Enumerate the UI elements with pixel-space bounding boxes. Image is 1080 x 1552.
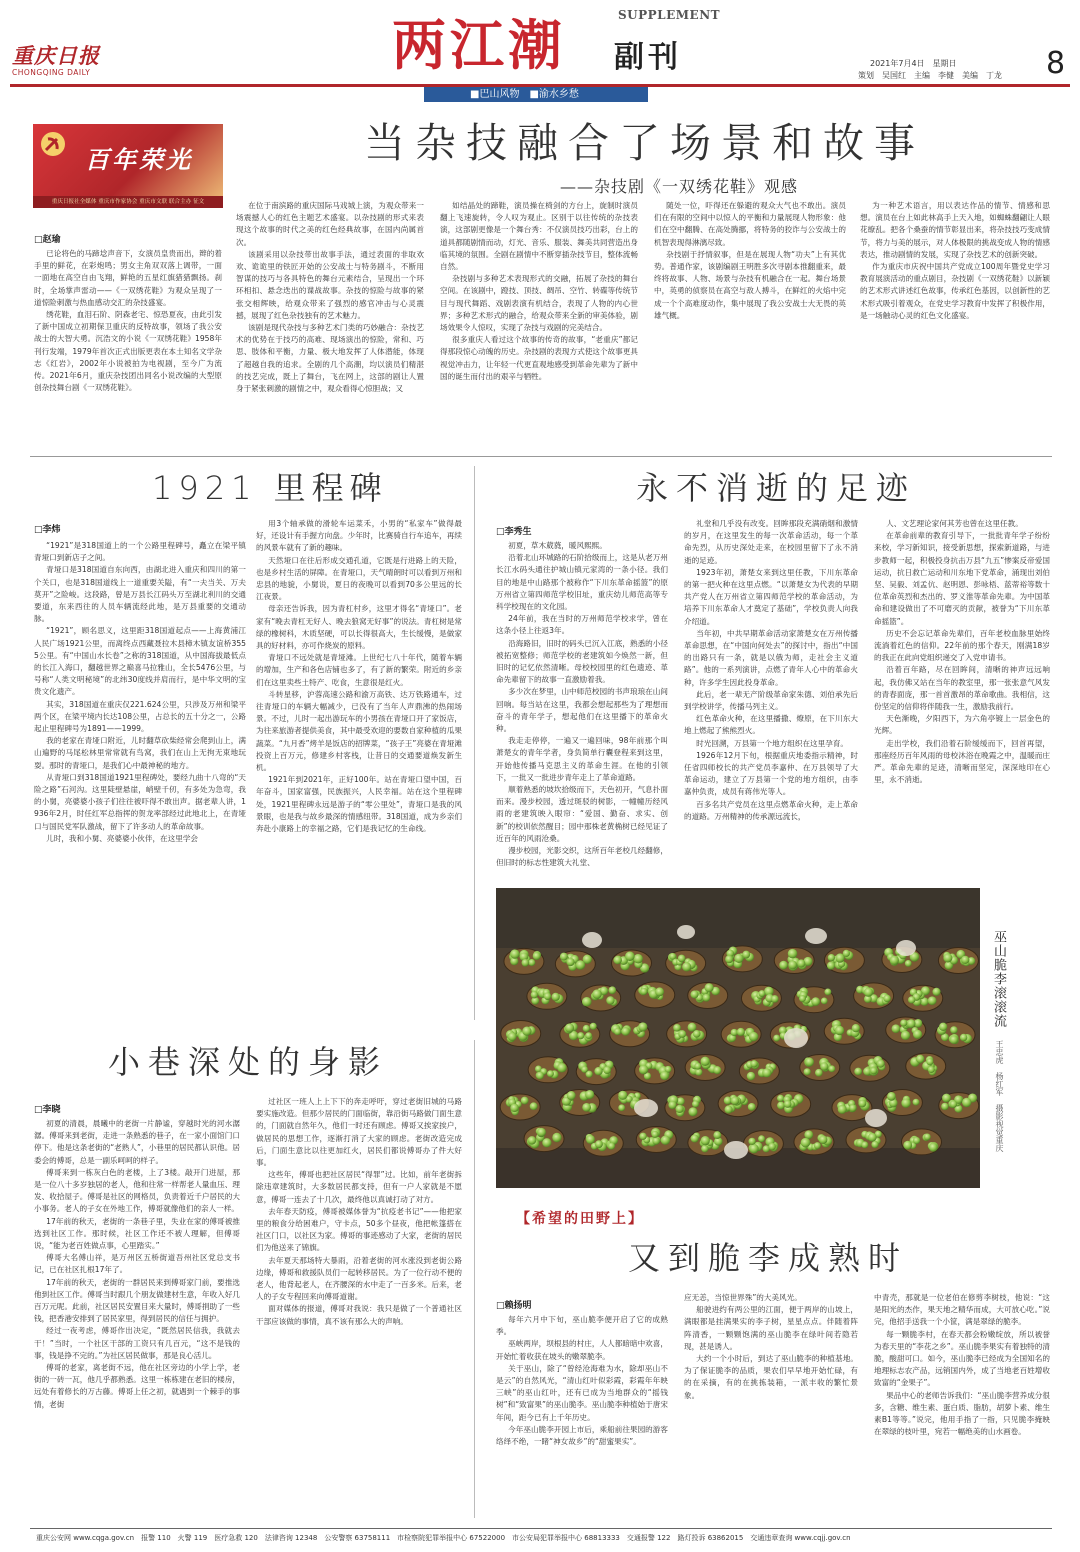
article4-paragraph: 初夏的清晨，晨曦中的老街一片静谧，穿越时光的河水潺潺。傅哥来到老街，走进一条熟悉的巷子，在一家小面馆门口停下。他是这条老街的“老熟人”，小巷里的居民都认识他。居委会的傅哥，总是一副乐呵呵的样子。: [34, 1119, 240, 1165]
article3-paragraph: 礼堂和几乎没有改变。回眸那段充满硝烟和激情的岁月，在这里发生的每一次革命活动，每一个革命先烈，从历史深处走来，在校园里留下了永不消逝的足迹。: [684, 519, 858, 565]
article5-paragraph: 每年六月中下旬，巫山脆李便开启了它的成熟季。: [496, 1315, 668, 1337]
article3-paragraph: 沿着北山环城路的石阶拾级而上，这是从老万州长江水码头通往护城山镇元家湾的一条小径。我们目的地是中山路那个被称作“下川东革命摇篮”的原万州省立第四师范学校旧址，重庆幼儿师范高等专科学校现在的文化园。: [496, 553, 668, 612]
article2-paragraph: 从青垭口到318国道1921里程碑处，要经九曲十八弯的“天险之路”石河沟。这里陡壁悬崖，峭壁千仞，有多处为急弯，我的小舅，亮婆婆小孩子们往往被吓得不敢出声。据老辈人讲，1936年2月，时任红军总指挥的贺龙率部经过此地北上，在青垭口与国民党军队激战，留下了许多动人的革命故事。: [34, 772, 246, 831]
article5-col1: [496, 1314, 668, 1518]
article5-paragraph: 大约一个小时后，到达了巫山脆李的种植基地。为了保证脆李的品质，果农们早早地开始忙碌，有的在采摘，有的在挑拣装箱，一派丰收的繁忙景象。: [684, 1354, 858, 1400]
article4-paragraph: 过社区一班人上上下下的奔走呼吁，穿过老街旧城的马路要实施改造。但那少居民的门面临街，靠沿街马路做门面生意的，门面就自然年久，他们一时还有顾虑。傅哥又挨家挨户，做居民的思想工作，逐渐打消了大家的顾虑。老街改造完成后，门面生意比以往更加红火，居民们都说傅哥办了件大好事。: [256, 1097, 462, 1168]
article2-paragraph: 1921年到2021年，正好100年。站在青垭口望中国，百年奋斗，国家富强，民族振兴，人民幸福。站在这个里程碑处，1921里程碑永远是游子的“零公里处”，青垭口是我的风景眼，也是我与故乡最深的情感纽带。318国道，成为乡亲们奔赴小康路上的幸福之路，它们是我记忆的生命线。: [256, 775, 462, 834]
article4-paragraph: 傅哥大名傅山祥，是万州区五桥街道吾州社区党总支书记，已在社区扎根17年了。: [34, 1253, 240, 1275]
badge-caption: 重庆日报社全媒体 重庆市作家协会 重庆市文联 联合主办 征文: [33, 196, 223, 208]
paper-name-en: CHONGQING DAILY: [12, 68, 91, 77]
article1-byline: □赵瑜: [34, 235, 61, 245]
supplement-en: SUPPLEMENT: [618, 8, 721, 22]
article3-paragraph: 此后，老一辈无产阶级革命家朱德、刘伯承先后到学校讲学，传播马列主义。: [684, 689, 858, 712]
article4-byline: □李晓: [34, 1105, 61, 1115]
article2-paragraph: 斗转星移，沪蓉高速公路和渝万高铁、达万铁路通车，过往青垭口的车辆大幅减少，已没有了当年人声鼎沸的热闹场景。不过，儿时一起出游玩车的小男孩在青垭口开了家饭店，为往来旅游者提供美食，其中最受欢迎的要数自家种植的瓜果蔬菜。“九月香”烤羊是饭店的招牌菜，“孩子王”亮婆在青垭滩投资上百万元，修建乡村客栈，让昔日的交通要道焕发新生机。: [256, 689, 462, 773]
page-number: 8: [1046, 46, 1066, 81]
plum-market-image: [496, 888, 980, 1188]
article2-paragraph: 其实，318国道在重庆仅221.624公里，只涉及万州和梁平两个区，在梁平境内长达108公里，占总长的五十分之一，公路起止里程碑号为1891——1999。: [34, 699, 246, 734]
article3-paragraph: 红色革命火种，在这里播撒、燎原，在下川东大地上燃起了熊熊烈火。: [684, 714, 858, 736]
article5-col2: [684, 1292, 858, 1518]
article4-paragraph: 去年春天防疫，傅哥被媒体誉为“抗疫老书记”——他把家里的粮食分给困难户，守卡点，50多个昼夜，他把帐篷搭在社区门口，以社区为家。傅哥的事迹感动了大家，老街的居民们为他送来了锦旗。: [256, 1206, 462, 1253]
photo-caption-title: [986, 930, 1006, 1028]
divider-rule: [30, 456, 1052, 457]
article2-paragraph: 儿时，我和小舅、亮婆婆小伙伴，在这里学会: [46, 833, 199, 843]
article1-paragraph: 在位于南滨路的重庆国际马戏城上演，为观众带来一场震撼人心的红色主题艺术盛宴。以杂技剧的形式来表现这个故事的时代之美的红色经典故事，在国内尚属首次。: [236, 201, 424, 247]
article5-title: 又到脆李成熟时: [628, 1239, 909, 1277]
article3-paragraph: 百多名共产党员在这里点燃革命火种，走上革命的道路。万州精神的传承源远流长，: [684, 799, 858, 821]
article2-paragraph: “1921”是318国道上的一个公路里程碑号，矗立在梁平镇青垭口到新店子之间。: [34, 541, 246, 563]
article3-paragraph: 漫步校园，光影交织，这所百年老校几经翻修，但旧时的标志性建筑大礼堂、: [496, 846, 668, 868]
article2-byline: □李炜: [34, 525, 61, 535]
article2-col2: [256, 518, 462, 1018]
article3-paragraph: 历史不会忘记革命先辈们，百年老校血脉里始终流淌着红色的信仰。22年前的那个春天，刚满18岁的我正在此向党组织递交了入党申请书。: [874, 628, 1050, 663]
article5-paragraph: 船驶进约有两公里的江面，便于两岸的山坡上，满眼都是挂满果实的李子树，星星点点。伴随着阵阵清香，一颗颗饱满的巫山脆李在绿叶间若隐若现，甚是诱人。: [684, 1305, 858, 1351]
photo-caption-credit: [988, 1040, 1004, 1180]
newspaper-logo: [12, 40, 100, 77]
article4-col2: [256, 1096, 462, 1518]
article4-paragraph: 傅哥的老家，离老街不远，他在社区旁边的小学上学，老街的一砖一瓦，他几乎都熟悉。这里一栋栋建在老旧的楼房，远处有着修长的万古藤。傅哥上任之初，就遇到一个棘手的事情，老街: [34, 1363, 240, 1409]
article3-paragraph: 多少次在梦里，山中师范校园的书声琅琅在山间回响。每当站在这里，我都会想起那些为了理想而奋斗的青年学子，想起他们在这里播下的革命火种。: [496, 687, 668, 734]
article1-paragraph: 该剧是现代杂技与多种艺术门类的巧妙融合：杂技艺术的优势在于技巧的高难、现场演出的惊险，常和、巧思、肢体和平衡，力量、极大地发挥了人体潜能，体现了超越自我的追求。全剧的几个高潮，均以演员们精湛的技艺完成，既上了舞台，飞在网上，这部的剧让人置身于紧张刺激的剧情之中，观众看得心惊胆战；又: [236, 323, 424, 394]
badge-title: 百年荣光: [85, 145, 193, 174]
article3-paragraph: 我走走停停，一遍又一遍回味，98年前那个叫萧楚女的青年学者，身负简单行囊登程来到这里，开始他传播马克思主义的革命生涯。在他的引领下，一批又一批进步青年走上了革命道路。: [496, 736, 668, 782]
article1-col1: [34, 248, 222, 448]
vertical-divider: [474, 1040, 475, 1518]
article1-paragraph: 杂技剧于抒情叙事，但是在展现人物“功夫”上有其优势。普通作家，该剧编剧王明胜多次寻剧本推翻重来，最终将故事、人物、场景与杂技有机融合在一起。舞台场景中，英勇的侦察员在高空与敌人搏斗，在鲜红的火焰中完成一个个高难度动作，集中展现了我公安战士大无畏的英雄气概。: [654, 249, 846, 320]
article3-paragraph: 1923年初，萧楚女来到这里任教，下川东革命的第一把火种在这里点燃。“以萧楚女为代表的早期共产党人在万州省立第四师范学校的革命活动，为培养下川东革命人才奠定了基础”，学校负责人向我介绍道。: [684, 567, 858, 626]
article1-title: 当杂技融合了场景和故事: [364, 119, 925, 167]
footer-rule: [30, 1528, 1052, 1529]
column-tag-bashan[interactable]: ■巴山风物: [470, 89, 520, 100]
article3-paragraph: 当年初，中共早期革命活动家萧楚女在万州传播革命思想，在“中国向何处去”的探讨中，指出“中国的出路只有一条，就是以俄为师，走社会主义道路”。他的一系列演讲，点燃了青年人心中的革命火种，许多学生因此投身革命。: [684, 628, 858, 687]
article3-paragraph: 1926年12月下旬，根据重庆地委指示精神，时任省四师校长的共产党员李嘉仲、在万县领导了大革命运动，建立了万县第一个党的地方组织，由李嘉仲负责，成员有蒋伟光等人。: [684, 750, 858, 797]
centennial-badge: [33, 124, 223, 208]
article1-paragraph: 已论将色的马蹄埝声音下，女演员皇贵而出，辫的着手里的鲜花，在彩炮鸣；男女主角双双落上调带，一面一面地在高空自由飞翔，鲜艳的五星红旗猎猎飘扬。刹时，全场掌声雷动——《一双绣花鞋》为观众呈现了一道惊险刺激与热血感动交汇的杂技盛宴。: [34, 249, 222, 307]
photo-caption-text: 巫山脆李滚滚流: [991, 930, 1006, 1028]
article1-paragraph: 作为重庆市庆祝中国共产党成立100周年暨党史学习教育展演活动的重点剧目，杂技剧《一双绣花鞋》以新颖的艺术形式讲述红色故事，传承红色基因，以创新性的艺术形式吸引着观众，在党史学习教育中发挥了积极作用，是一场触动心灵的红色文化盛宴。: [860, 262, 1050, 320]
article3-title: 永不消逝的足迹: [636, 469, 917, 507]
article4-paragraph: 经过一夜考虑，傅哥作出决定，“既然居民信我，我就去干！”当时，一个社区干部的工资只有几百元，“这不是钱的事，钱是挣不完的。”为社区居民做事，那是良心活儿。: [34, 1326, 240, 1360]
article2-paragraph: 天然垭口在往后形成交通孔道，它既是行进路上的天险，也是乡村生活的屏障。在青垭口，天气晴朗时可以看到万州和忠县的地貌，小舅说，夏日的夜晚可以看到70多公里远的长江夜景。: [256, 555, 462, 602]
article2-paragraph: 用3个轴承做的滑轮车运菜禾，小男的“私家车”做得最好，还设计有手握方向盘。少年时，比赛骑自行车追车，再续的风景车就有了新的趣味。: [256, 519, 462, 553]
article3-byline: □李秀生: [496, 527, 532, 537]
column-tags: [424, 87, 648, 102]
vertical-divider: [474, 466, 475, 1020]
article4-col1: [34, 1118, 240, 1518]
footer-hotlines: 重庆公安网 www.cqga.gov.cn 报警 110 火警 119 医疗急救 120 法律咨询 12348 公安警察 63758111 市检察院犯罪举报中心 67522000 市公安局犯罪举报中心 68813333 交通报警 122 路灯投诉 63862015 交通违章查询 www.cqjj.gov.cn: [36, 1534, 851, 1542]
article5-paragraph: 果品中心的老师告诉我们：“巫山脆李营养成分很多，含糖、维生素、蛋白质、脂肪，胡萝卜素、维生素B1等等。”说完，他用手指了一指，只见脆李掩映在翠绿的枝叶里，宛若一幅绝美的山水画卷。: [874, 1390, 1050, 1437]
article3-paragraph: 24年前，我在当时的万州师范学校求学，曾在这条小径上往返3年。: [496, 614, 668, 636]
market-photo: [496, 888, 980, 1188]
column-tag-yushui[interactable]: ■渝水乡愁: [529, 89, 579, 100]
article2-col1: [34, 540, 246, 1018]
article1-col5: [860, 200, 1050, 448]
article2-title: 1921 里程碑: [152, 469, 388, 507]
article4-paragraph: 17年前的秋天，老街的一群居民来到傅哥家门前，要推选他到社区工作。傅哥当时跟几个朋友做建材生意，年收入好几百万元呢。此前，社区居民安置目来大量时，傅哥捐助了一些钱，把香港安排到了居民家里，得到居民的信任与拥护。: [34, 1277, 240, 1324]
article2-paragraph: “1921”，顾名思义，这里距318国道起点——上海黄浦江人民广场1921公里，而离终点西藏聂拉木县樟木镇友谊桥3555公里。有“中国山水长卷”之称的318国道，从中国海拔最低点的长江入海口，翻越世界之巅喜马拉雅山，全长5476公里，与号称“人类文明秘境”的北纬30度线并肩而行，是中华文明的宝贵文化遗产。: [34, 626, 246, 697]
article3-col3: [874, 518, 1050, 880]
article1-paragraph: 为一种艺术语言，用以表达作品的情节、情感和思想。演员在台上如此林高手上天入地，如蜘蛛翻翩让人眼花缭乱。把各个桑蚕的情节彰显出来，将杂技技巧变成情节，将力与美的展示，对人体极限的挑战变成人物的情感表达，推动剧情的发展，实现了杂技艺术的创新突破。: [860, 201, 1050, 259]
article5-paragraph: 今年巫山脆李开园上市后，乘船前往果园的游客络绎不绝，一睹“神女故乡”的“甜蜜果实”。: [496, 1424, 668, 1447]
article1-paragraph: 杂技剧与多种艺术表现形式的交融，拓展了杂技的舞台空间。在该剧中，蹬技、顶技、绸吊、空竹、转碟等传统节目与现代舞蹈、戏剧表演有机结合，表现了人物的内心世界；多种艺术形式的融合，给观众带来全新的审美体验，剧场效果令人惊叹，实现了杂技与戏剧的完美结合。: [440, 274, 638, 333]
article2-paragraph: 母亲还告诉我，因为青杠村乡，这里才得名“青垭口”。老家有“晚去青杠无好人、晚去狼窝无好事”的说法。青杠树是常绿的橡树科，木质坚硬，可以长得很高大，生长缓慢，是做家具的好材料，亦可作烧炭的原料。: [256, 604, 462, 651]
article2-paragraph: 青垭口是318国道自东向西，由湖北进入重庆和四川的第一个关口，也是318国道线上一道重要关隘，有“一夫当关、万夫莫开”之险峻。这段路，曾是万县长江码头万至湖北利川的交通要道，东来西往的人员车辆流经此地，是万县重要的交通动脉。: [34, 565, 246, 624]
section-tag: 【希望的田野上】: [516, 1211, 644, 1227]
section-subtitle: 副刊: [614, 40, 682, 75]
article3-col2: [684, 518, 858, 880]
article5-byline: □赖扬明: [496, 1301, 532, 1311]
article4-paragraph: 面对媒体的报道，傅哥对我说：我只是做了一个普通社区干部应该做的事情，真不该有那么大的声响。: [256, 1304, 462, 1326]
article5-paragraph: 中青壳，那就是一位老伯在修剪李树枝，他说：“这是阳光的杰作，果天地之精华而成，大可放心吃。”说完，他招手送我一个小筐，满是翠绿的脆李。: [874, 1293, 1050, 1327]
article3-paragraph: 在革命前辈的教育引导下，一批批青年学子纷纷来校，学习新知识，接受新思想，探索新道路，与进步教师一起，积极投身抗击万县“九五”惨案反帝爱国运动，抗日救亡运动和川东地下党革命，涌现出刘伯坚、吴毅、刘孟伉、赵明恩、彭咏梧、蓝蒂裕等数十位革命英烈和杰出的、罗义淮等革命先辈。为中国革命和建设做出了不可磨灭的贡献，被誉为“下川东革命摇篮”。: [874, 531, 1050, 626]
paper-name: 重庆日报: [12, 43, 100, 68]
article3-col1: [496, 540, 668, 880]
article4-paragraph: 傅哥来到一栋灰白色的老楼，上了3楼。敲开门进屋，那是一位八十多岁独居的老人，他和往常一样帮老人量血压、理发、收拾屋子。傅哥是社区的网格员，负责着近千户居民的大小事务。老人的子女在外地工作，傅哥就像他们的亲人一样。: [34, 1167, 240, 1214]
article1-paragraph: 绣花鞋，血泪石阶、阴森老宅、惊恐夏夜，由此引发了新中国成立初期保卫重庆的反特故事，领场了我公安战士的大智大勇。沉浩文的小说《一双绣花鞋》1958年刊行发端，1979年首次正式出版更表在本土知名文学杂志《红岩》，2002年小说被拍为电视剧，至今广为流传。2021年6月，重庆杂技团出同名小说改编的大型原创杂技舞台剧《一双绣花鞋》。: [34, 310, 222, 393]
article5-paragraph: 应无恙，当惊世界殊”的大美风光。: [684, 1293, 802, 1302]
article1-paragraph: 该剧采用以杂技带出故事手法，通过表面的非取欢欢、诡诡里的铁匠开始的公安战士与特务剧斗，不断用智谋的技巧与各具特色的舞台元素结合，呈现出一个环环相扣、悬念迭出的谍战故事。杂技的惊险与故事的紧张交相辉映，给观众带来了强烈的感官冲击与心灵震撼，展现了红色杂技独有的艺术魅力。: [236, 249, 424, 320]
issue-date: 2021年7月4日 星期日: [870, 59, 957, 68]
article3-paragraph: 时光回溯，万县第一个地方组织在这里孕育。: [696, 738, 849, 748]
article3-paragraph: 顺着熟悉的坡坎拾级而下，天色初开，气息扑面而来。漫步校园，透过斑驳的树影，一幢幢历经风雨的老建筑映入眼帘：“爱国、勤奋、求实、创新”的校训依然醒目；园中那株老黄桷树已经见证了近百年的风雨沧桑。: [496, 785, 668, 843]
article4-paragraph: 去年夏天那场特大暴雨，沿着老街的河水涨没到老街公路边缘，傅哥和救援队员们一起转移居民。为了一位行动不便的老人，他背起老人，在齐腰深的水中走了一百多米。后来，老人的子女专程回来向傅哥道谢。: [256, 1255, 462, 1302]
article1-col4: [654, 200, 846, 448]
masthead: [0, 0, 1080, 100]
article4-title: 小巷深处的身影: [108, 1043, 389, 1081]
article5-paragraph: 巫峡两岸，坝根县的村庄，人人都暗暗中欢喜，开始忙着收获在坡头的嫩翠脆李。: [496, 1339, 668, 1361]
section-title: 两江潮: [392, 13, 566, 77]
article4-paragraph: 这些年，傅哥也把社区居民“得罪”过。比如，前年老街拆除违章建筑时，大多数居民都支持，但有一户人家就是不愿意，傅哥一连去了十几次，最终他以真诚打动了对方。: [256, 1170, 462, 1204]
editorial-staff: 策划 吴国红 主编 李健 美编 丁龙: [858, 71, 1002, 80]
article5-paragraph: 关于巫山，除了“曾经沧海难为水，除却巫山不是云”的自然风光，“清山红叶似彩霞，彩霞年年映三峡”的巫山红叶，还有已成为当地群众的“摇钱树”和“致富果”的巫山脆李。巫山脆李种植始于唐宋年间，距今已有上千年历史。: [496, 1363, 668, 1422]
article5-col3: [874, 1292, 1050, 1518]
article1-paragraph: 如结晶处的蹄鞋，演员操在椅剑的方台上，旋制时演员翻上飞速旋转，令人叹为观止。区别于以往传统的杂技表演，这部剧更像是一个舞台秀：不仅演员技巧出彩，台上的道具都随剧情而动，灯光、音乐、服装、舞美共同营造出身临其境的氛围。全剧在剧情中不断穿插杂技节目，整体流畅自然。: [440, 201, 638, 272]
article3-paragraph: 初夏，草木葳蕤，暖风熙熙。: [508, 541, 607, 550]
article3-paragraph: 沿着百年路，尽在回眸间，清晰的神声远远响起，我仿佛又站在当年的教室里，那一张张意气风发的青春面庞，那一首首激昂的革命歌曲。我相信，这份坚定的信仰将伴随我一生，激励我前行。: [874, 665, 1050, 712]
article1-paragraph: 很多重庆人看过这个故事的传奇的故事，“老重庆”都记得那段惊心动魄的历史。杂技剧的表现方式使这个故事更具视觉冲击力，让年轻一代更直观地感受到革命先辈为了新中国的诞生而付出的艰辛与牺牲。: [440, 335, 638, 381]
article3-paragraph: 人、文艺理论家何其芳也曾在这里任教。: [886, 519, 1023, 528]
article4-paragraph: 17年前的秋天，老街的一条巷子里，失业在家的傅哥被推选到社区工作。那时候，社区工作还不被人理解，但傅哥说，“能为老百姓做点事，心里踏实。”: [34, 1216, 240, 1251]
party-emblem-icon: [39, 130, 67, 158]
article3-paragraph: 沿海路旧，旧时的码头已沉入江底，熟悉的小径被拓宽整修；师范学校的老建筑如今焕然一新，但旧时的记忆依然清晰。母校校园里的红色遗迹、革命先辈留下的故事一直激励着我。: [496, 638, 668, 685]
article2-paragraph: 青垭口不远处就是青垭滩。上世纪七八十年代，随着车辆的增加，生产和各色店铺也多了，有了新的繁荣。附近的乡亲们在这里卖些土特产、吃食，生意很是红火。: [256, 653, 462, 687]
article1-col2: [236, 200, 424, 448]
photo-credit-text: 王忠虎 杨红军 摄影视觉重庆: [995, 1040, 1004, 1152]
article1-col3: [440, 200, 638, 448]
article1-subtitle: ——杂技剧《一双绣花鞋》观感: [560, 177, 799, 196]
article3-paragraph: 走出学校，我们沿着石阶缓缓而下，回首再望，那座经历百年风雨的母校沐浴在晚霞之中，温暖而庄严。革命先辈的足迹，清晰而坚定，深深地印在心里，永不消逝。: [874, 738, 1050, 785]
article1-paragraph: 随处一位，吓得还在躲避的观众大气也不敢出。演员们在有限的空间中以惊人的平衡和力量展现人物形象：他们在空中翻腾、在高处腾挪，将特务的狡诈与公安战士的机智表现得淋漓尽致。: [654, 201, 846, 247]
article5-paragraph: 每一颗脆李村，在春天都会粉嫩绽放，所以被誉为春天里的“李花之乡”。巫山脆李果实有着独特的清脆，酸甜可口。如今，巫山脆李已经成为全国知名的地理标志农产品，远销国内外，成了当地老百姓增收致富的“金果子”。: [874, 1329, 1050, 1388]
article3-paragraph: 天色渐晚，夕阳西下，为六角亭镀上一层金色的光辉。: [874, 714, 1050, 736]
article2-paragraph: 我的老家在青垭口附近，儿时翻草砍柴经常会爬到山上，满山遍野的马尾松林里常常就有鸟窝，我们在山上无拘无束地玩耍。那时的青垭口，是我们心中最神秘的地方。: [34, 736, 246, 770]
